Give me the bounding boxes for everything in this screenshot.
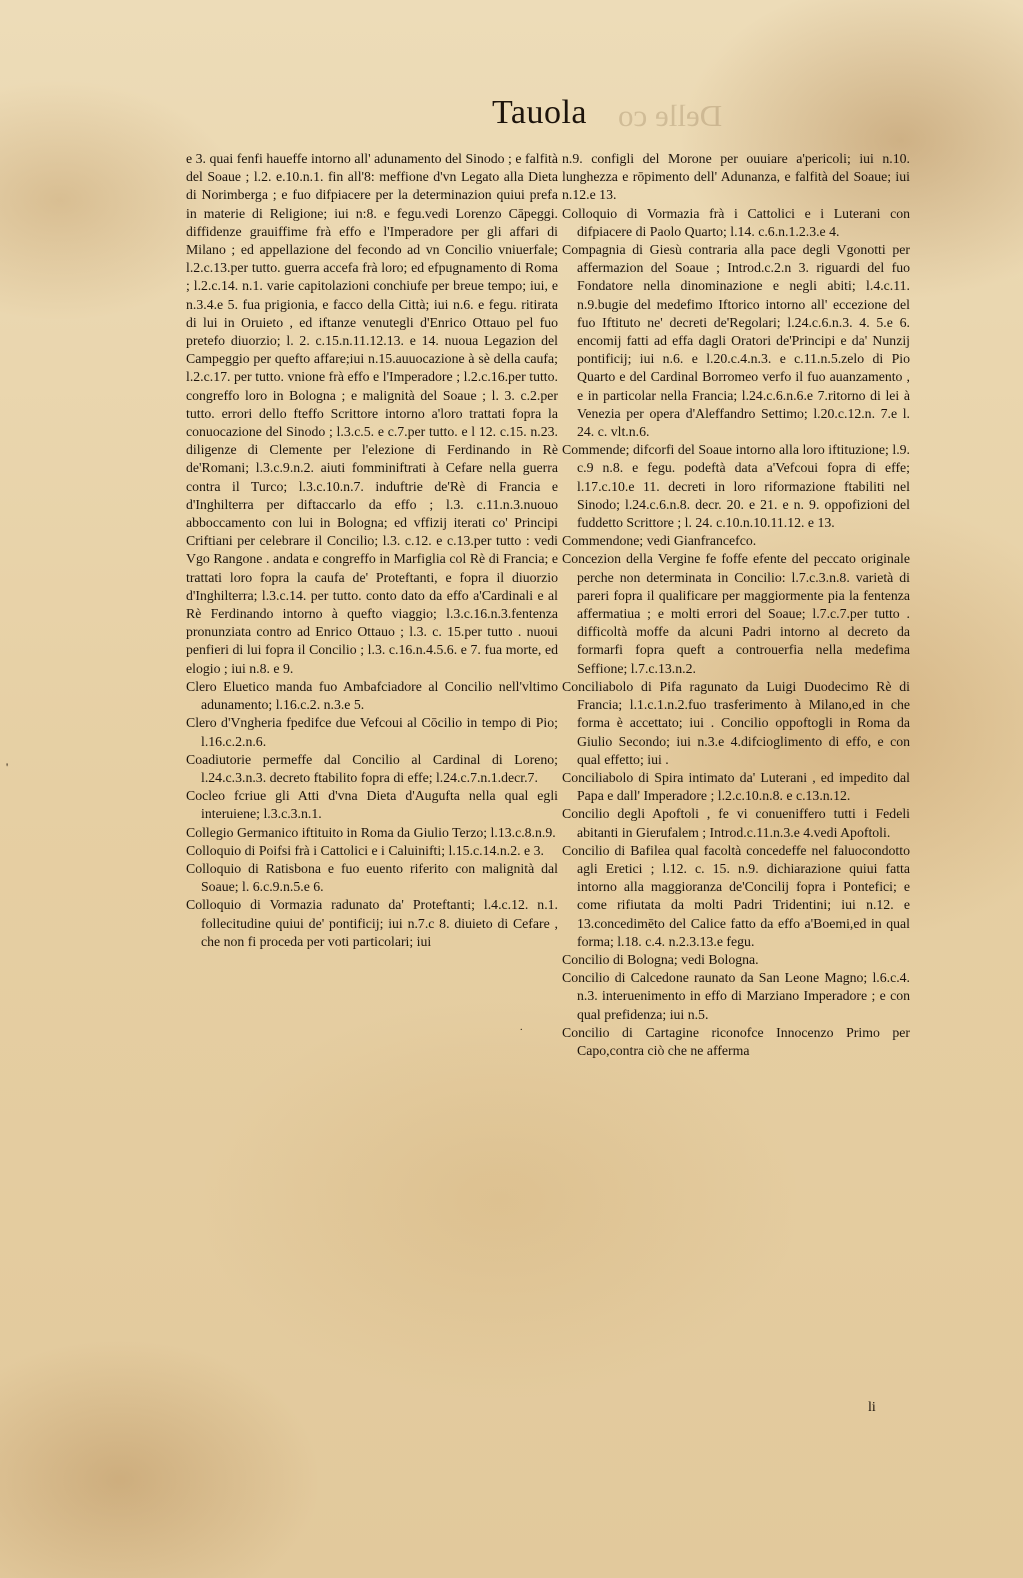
index-entry: Commende; difcorfi del Soaue intorno alla loro iftituzione; l.9. c.9 n.8. e fegu. podeftà data a'Vefcoui fopra di effe; l.17.c.10.e 11. decreti in loro riformazione ftabiliti nel Sinodo; l.24.c.6.n.8. decr. 20. e 21. e n. 9. oppofizioni del fuddetto Scrittore ; l. 24. c.10.n.10.11.12. e 13. [562,442,910,531]
catchword: li [868,1400,876,1415]
index-entry: Colloquio di Vormazia frà i Cattolici e i Luterani con difpiacere di Paolo Quarto; l.14. c.6.n.1.2.3.e 4. [562,205,910,239]
index-entry: e 3. quai fenfi haueffe intorno all' adunamento del Sinodo ; e falfità del Soaue ; l.2. e.10.n.1. fin all'8: meffione d'vn Legato alla Dieta di Norimberga ; e fuo difpiacere per la determinazion quiui prefa in materie di Religione; iui n:8. e fegu.vedi Lorenzo Cāpeggi. diffidenze grauiffime frà effo e l'Imperadore per gli affari di Milano ; ed appellazione del fecondo ad vn Concilio vniuerfale; l.2.c.13.per tutto. guerra accefa frà loro; ed efpugnamento di Roma ; l.2.c.14. n.1. varie capitolazioni conchiufe per breue tempo; iui, e n.3.4.e 5. fua prigionia, e facco della Città; iui n.6. e fegu. ritirata di lui in Oruieto , ed iftanze venutegli d'Enrico Ottauo pel fuo pretefo diuorzio; l. 2. c.15.n.11.12.13. e 14. nuoua Legazion del Campeggio per quefto affare;iui n.15.auuocazione à sè della caufa; l.2.c.17. per tutto. vnione frà effo e l'Imperadore ; l.2.c.16.per tutto. congreffo loro in Bologna ; e malignità del Soaue ; l. 3. c.2.per tutto. errori dello fteffo Scrittore intorno a'loro trattati fopra la conuocazione del Sinodo ; l.3.c.5. e c.7.per tutto. e l 12. c.15. n.23. diligenze di Clemente per l'elezione di Ferdinando in Rè de'Romani; l.3.c.9.n.2. aiuti fomminiftrati à Cefare nella guerra contra il Turco; l.3.c.10.n.7. induftrie de'Rè di Francia e d'Inghilterra per diftaccarlo da effo ; l.3. c.11.n.3.nuouo abboccamento con lui in Bologna; ed vffizij iterati co' Principi Criftiani per celebrare il Concilio; l.3. c.12. e c.13.per tutto : vedi Vgo Rangone . andata e congreffo in Marfiglia col Rè di Francia; e trattati loro fopra la caufa de' Proteftanti, e fopra il diuorzio d'Inghilterra; l.3.c.14. per tutto. conto dato da effo a'Cardinali e al Rè Ferdinando intorno à quefto viaggio; l.3.c.16.n.3.fentenza pronunziata contro ad Enrico Ottauo ; l.3. c. 15.per tutto . nuoui penfieri di lui fopra il Concilio ; l.3. c.16.n.4.5.6. e 7. fua morte, ed elogio ; iui n.8. e 9. [186,151,558,676]
index-entry: Concilio di Cartagine riconofce Innocenzo Primo per Capo,contra ciò che ne afferma [562,1024,910,1058]
margin-mark: . [520,1022,523,1033]
index-entry: Concilio degli Apoftoli , fe vi conueniffero tutti i Fedeli abitanti in Gierufalem ; Introd.c.11.n.3.e 4.vedi Apoftoli. [562,806,910,840]
index-entry: Cocleo fcriue gli Atti d'vna Dieta d'Augufta nella qual egli interuiene; l.3.c.3.n.1. [186,788,558,822]
left-column [186,150,558,951]
show-through-text: Delle co [618,98,723,133]
index-entry: Concezion della Vergine fe foffe efente del peccato originale perche non determinata in Concilio: l.7.c.3.n.8. varietà di pareri fopra il qualificare per maggiormente pia la fentenza affermatiua ; e molti errori del Soaue; l.7.c.7.per tutto . difficoltà moffe da alcuni Padri intorno al decreto da formarfi fopra queft a controuerfia nella medefima Seffione; l.7.c.13.n.2. [562,551,910,676]
index-entry: Coadiutorie permeffe dal Concilio al Cardinal di Loreno; l.24.c.3.n.3. decreto ftabilito fopra di effe; l.24.c.7.n.1.decr.7. [186,751,558,785]
running-header [0,94,1023,144]
index-entry: Compagnia di Giesù contraria alla pace degli Vgonotti per affermazion del Soaue ; Introd.c.2.n 3. riguardi del fuo Fondatore nella dinominazione e negli abiti; l.4.c.11. n.9.bugie del medefimo Iftorico intorno all' eccezione del fuo Iftituto ne' decreti de'Regolari; l.24.c.6.n.3. 4. 5.e 6. encomij fatti ad effa dagli Oratori de'Principi e da' Nunzij pontificij; iui n.6. e l.20.c.4.n.3. e c.11.n.5.zelo di Pio Quarto e del Cardinal Borromeo verfo il fuo auanzamento , e in particolar nella Francia; l.24.c.6.n.6.e 7.ritorno di lei à Venezia per opera d'Aleffandro Settimo; l.20.c.12.n. 7.e l. 24. c. vlt.n.6. [562,242,910,440]
right-column [562,150,910,1060]
index-entry: Clero d'Vngheria fpedifce due Vefcoui al Cōcilio in tempo di Pio; l.16.c.2.n.6. [186,715,558,749]
index-entry: Collegio Germanico iftituito in Roma da Giulio Terzo; l.13.c.8.n.9. [186,824,556,840]
index-entry: Clero Eluetico manda fuo Ambafciadore al Concilio nell'vltimo adunamento; l.16.c.2. n.3.e 5. [186,678,558,713]
page-title: Tauola [492,94,588,131]
index-entry: Colloquio di Vormazia radunato da' Proteftanti; l.4.c.12. n.1. follecitudine quiui de' pontificij; iui n.7.c 8. diuieto di Cefare , che non fi proceda per voti particolari; iui [186,897,558,949]
index-entry: Conciliabolo di Spira intimato da' Luterani , ed impedito dal Papa e dall' Imperadore ; l.2.c.10.n.8. e c.13.n.12. [562,769,910,804]
index-entry: Conciliabolo di Pifa ragunato da Luigi Duodecimo Rè di Francia; l.1.c.1.n.2.fuo trasferimento à Milano,ed in che forma è accettato; iui . Concilio oppoftogli in Roma da Giulio Secondo; iui n.3.e 4.difcioglimento di effo, e con qual effetto; iui . [562,678,910,767]
index-entry: Concilio di Calcedone raunato da San Leone Magno; l.6.c.4. n.3. interuenimento in effo di Marziano Imperadore ; e con qual prefidenza; iui n.5. [562,970,910,1022]
index-entry: Colloquio di Poifsi frà i Cattolici e i Caluinifti; l.15.c.14.n.2. e 3. [186,842,544,858]
index-entry: Commendone; vedi Gianfrancefco. [562,533,757,549]
index-entry: Concilio di Bologna; vedi Bologna. [562,951,759,967]
index-entry: Colloquio di Ratisbona e fuo euento riferito con malignità dal Soaue; l. 6.c.9.n.5.e 6. [186,860,558,895]
index-entry: n.9. configli del Morone per ouuiare a'pericoli; iui n.10. lunghezza e rōpimento dell' Adunanza, e falfità del Soaue; iui n.12.e 13. [562,151,910,203]
index-entry: Concilio di Bafilea qual facoltà concedeffe nel faluocondotto agli Eretici ; l.12. c. 15. n.9. dichiarazione quiui fatta intorno alla maggioranza de'Concilij fopra i Pontefici; e come rifiutata da molti Padri Tridentini; iui n.12. e 13.concedimēto del Calice fatto da effo a'Boemi,ed in qual forma; l.18. c.4. n.2.3.13.e fegu. [562,842,910,949]
margin-mark: ' [6,760,9,774]
